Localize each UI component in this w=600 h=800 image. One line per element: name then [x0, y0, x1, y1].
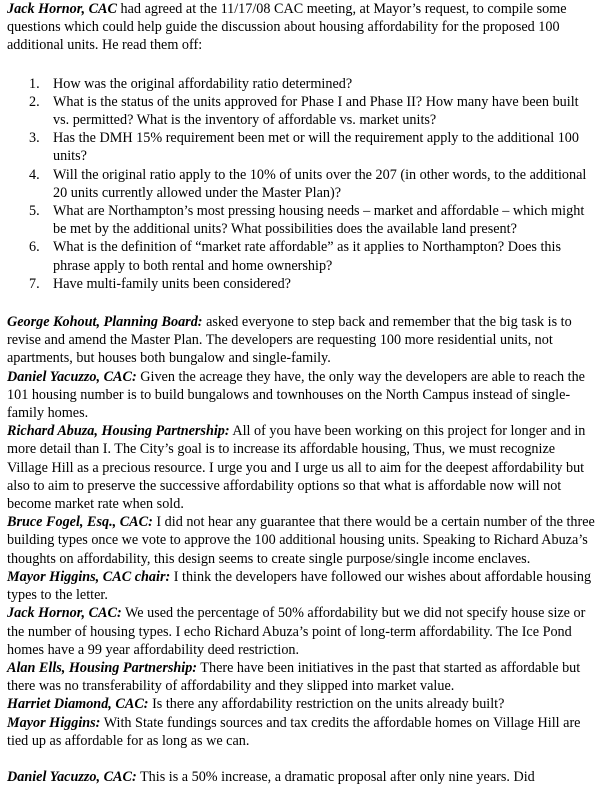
question-item — [7, 202, 595, 238]
discussion-entry — [7, 368, 595, 423]
speaker-name: Bruce Fogel, Esq., CAC: — [7, 514, 153, 531]
question-text: What are Northampton’s most pressing housing needs – market and affordable – which might be met by the additional units? What possibilities does the available land present? — [53, 203, 585, 238]
question-number: 2. — [29, 93, 40, 110]
question-text: What is the status of the units approved for Phase I and Phase II? How many have been built vs. permitted? What is the inventory of affordable vs. market units? — [53, 93, 579, 129]
statement-text: Given the acreage they have, the only way the developers are able to reach the 101 housing number is to build bungalows and townhouses on the North Campus instead of single-family homes. — [7, 368, 585, 422]
paragraph-gap — [7, 750, 595, 768]
statement-text: This is a 50% increase, a dramatic proposal after only nine years. Did — [136, 768, 535, 785]
statement-text: had agreed at the 11/17/08 CAC meeting, at Mayor’s request, to compile some questions which could help guide the discussion about housing affordability for the proposed 100 additional units. He read them off: — [7, 1, 567, 54]
discussion-entry — [7, 695, 595, 713]
discussion-entry — [7, 714, 595, 750]
speaker-name: Richard Abuza, Housing Partnership: — [7, 423, 230, 440]
statement-text: With State fundings sources and tax credits the affordable homes on Village Hill are tied up as affordable for as long as we can. — [7, 714, 581, 749]
question-number: 4. — [29, 166, 40, 183]
question-text: How was the original affordability ratio determined? — [53, 75, 353, 92]
question-item — [7, 75, 595, 93]
statement-text: asked everyone to step back and remember that the big task is to revise and amend the Master Plan. The developers are requesting 100 more residential units, not apartments, but houses both bungalow and single-family. — [7, 314, 572, 367]
question-text: What is the definition of “market rate affordable” as it applies to Northampton? Does this phrase apply to both rental and home ownership? — [53, 239, 561, 274]
discussion-entries — [7, 313, 595, 750]
discussion-entry — [7, 659, 595, 695]
speaker-name: Mayor Higgins, CAC chair: — [7, 568, 171, 585]
question-text: Have multi-family units been considered? — [53, 275, 291, 292]
question-item — [7, 238, 595, 274]
question-item — [7, 275, 595, 293]
question-text: Will the original ratio apply to the 10% of units over the 207 (in other words, to the additional 20 units currently allowed under the Master Plan)? — [53, 166, 587, 201]
statement-text: I think the developers have followed our wishes about affordable housing types to the letter. — [7, 568, 592, 604]
discussion-entry — [7, 313, 595, 368]
speaker-name: Jack Hornor, CAC — [7, 1, 117, 17]
question-item — [7, 166, 595, 202]
question-text: Has the DMH 15% requirement been met or will the requirement apply to the additional 100 units? — [53, 130, 579, 165]
speaker-name: Mayor Higgins: — [7, 714, 101, 731]
statement-text: We used the percentage of 50% affordability but we did not specify house size or the number of housing types. I echo Richard Abuza’s point of long-term affordability. The Ice Pond homes have a 99 year affordability deed restriction. — [7, 605, 586, 658]
speaker-name: Alan Ells, Housing Partnership: — [7, 659, 198, 676]
intro-paragraph — [7, 0, 595, 55]
statement-text: There have been initiatives in the past that started as affordable but there was no transferability of affordability and they slipped into market value. — [7, 659, 581, 695]
speaker-name: Daniel Yacuzzo, CAC: — [7, 368, 137, 385]
question-number: 6. — [29, 239, 40, 256]
statement-text: I did not hear any guarantee that there would be a certain number of the three building types once we vote to approve the 100 additional housing units. Speaking to Richard Abuza’s thoughts on affordability, this design seems to create single purpose/single income enclaves. — [7, 514, 595, 567]
discussion-entry — [7, 568, 595, 604]
speaker-name: Daniel Yacuzzo, CAC: — [7, 768, 137, 785]
question-number: 5. — [29, 203, 40, 220]
discussion-entry-final — [7, 768, 595, 786]
discussion-entry — [7, 604, 595, 659]
speaker-name: George Kohout, Planning Board: — [7, 314, 203, 331]
question-item — [7, 129, 595, 165]
statement-text: All of you have been working on this project for longer and in more detail than I. The City’s goal is to increase its affordable housing, Thus, we must recognize Village Hill as a precious resource. I urge you and I urge us all to aim for the deepest affordability but also to aim to preserve the successive affordability options so that what is affordable now will not become market rate when sold. — [7, 423, 586, 513]
discussion-entry — [7, 513, 595, 568]
question-list — [7, 75, 595, 293]
document-page — [7, 0, 595, 786]
discussion-entry — [7, 422, 595, 513]
question-number: 1. — [29, 75, 40, 92]
question-number: 7. — [29, 275, 40, 292]
statement-text: Is there any affordability restriction on the units already built? — [148, 696, 505, 713]
speaker-name: Jack Hornor, CAC: — [7, 605, 122, 622]
speaker-name: Harriet Diamond, CAC: — [7, 696, 149, 713]
question-item — [7, 93, 595, 129]
question-number: 3. — [29, 130, 40, 147]
